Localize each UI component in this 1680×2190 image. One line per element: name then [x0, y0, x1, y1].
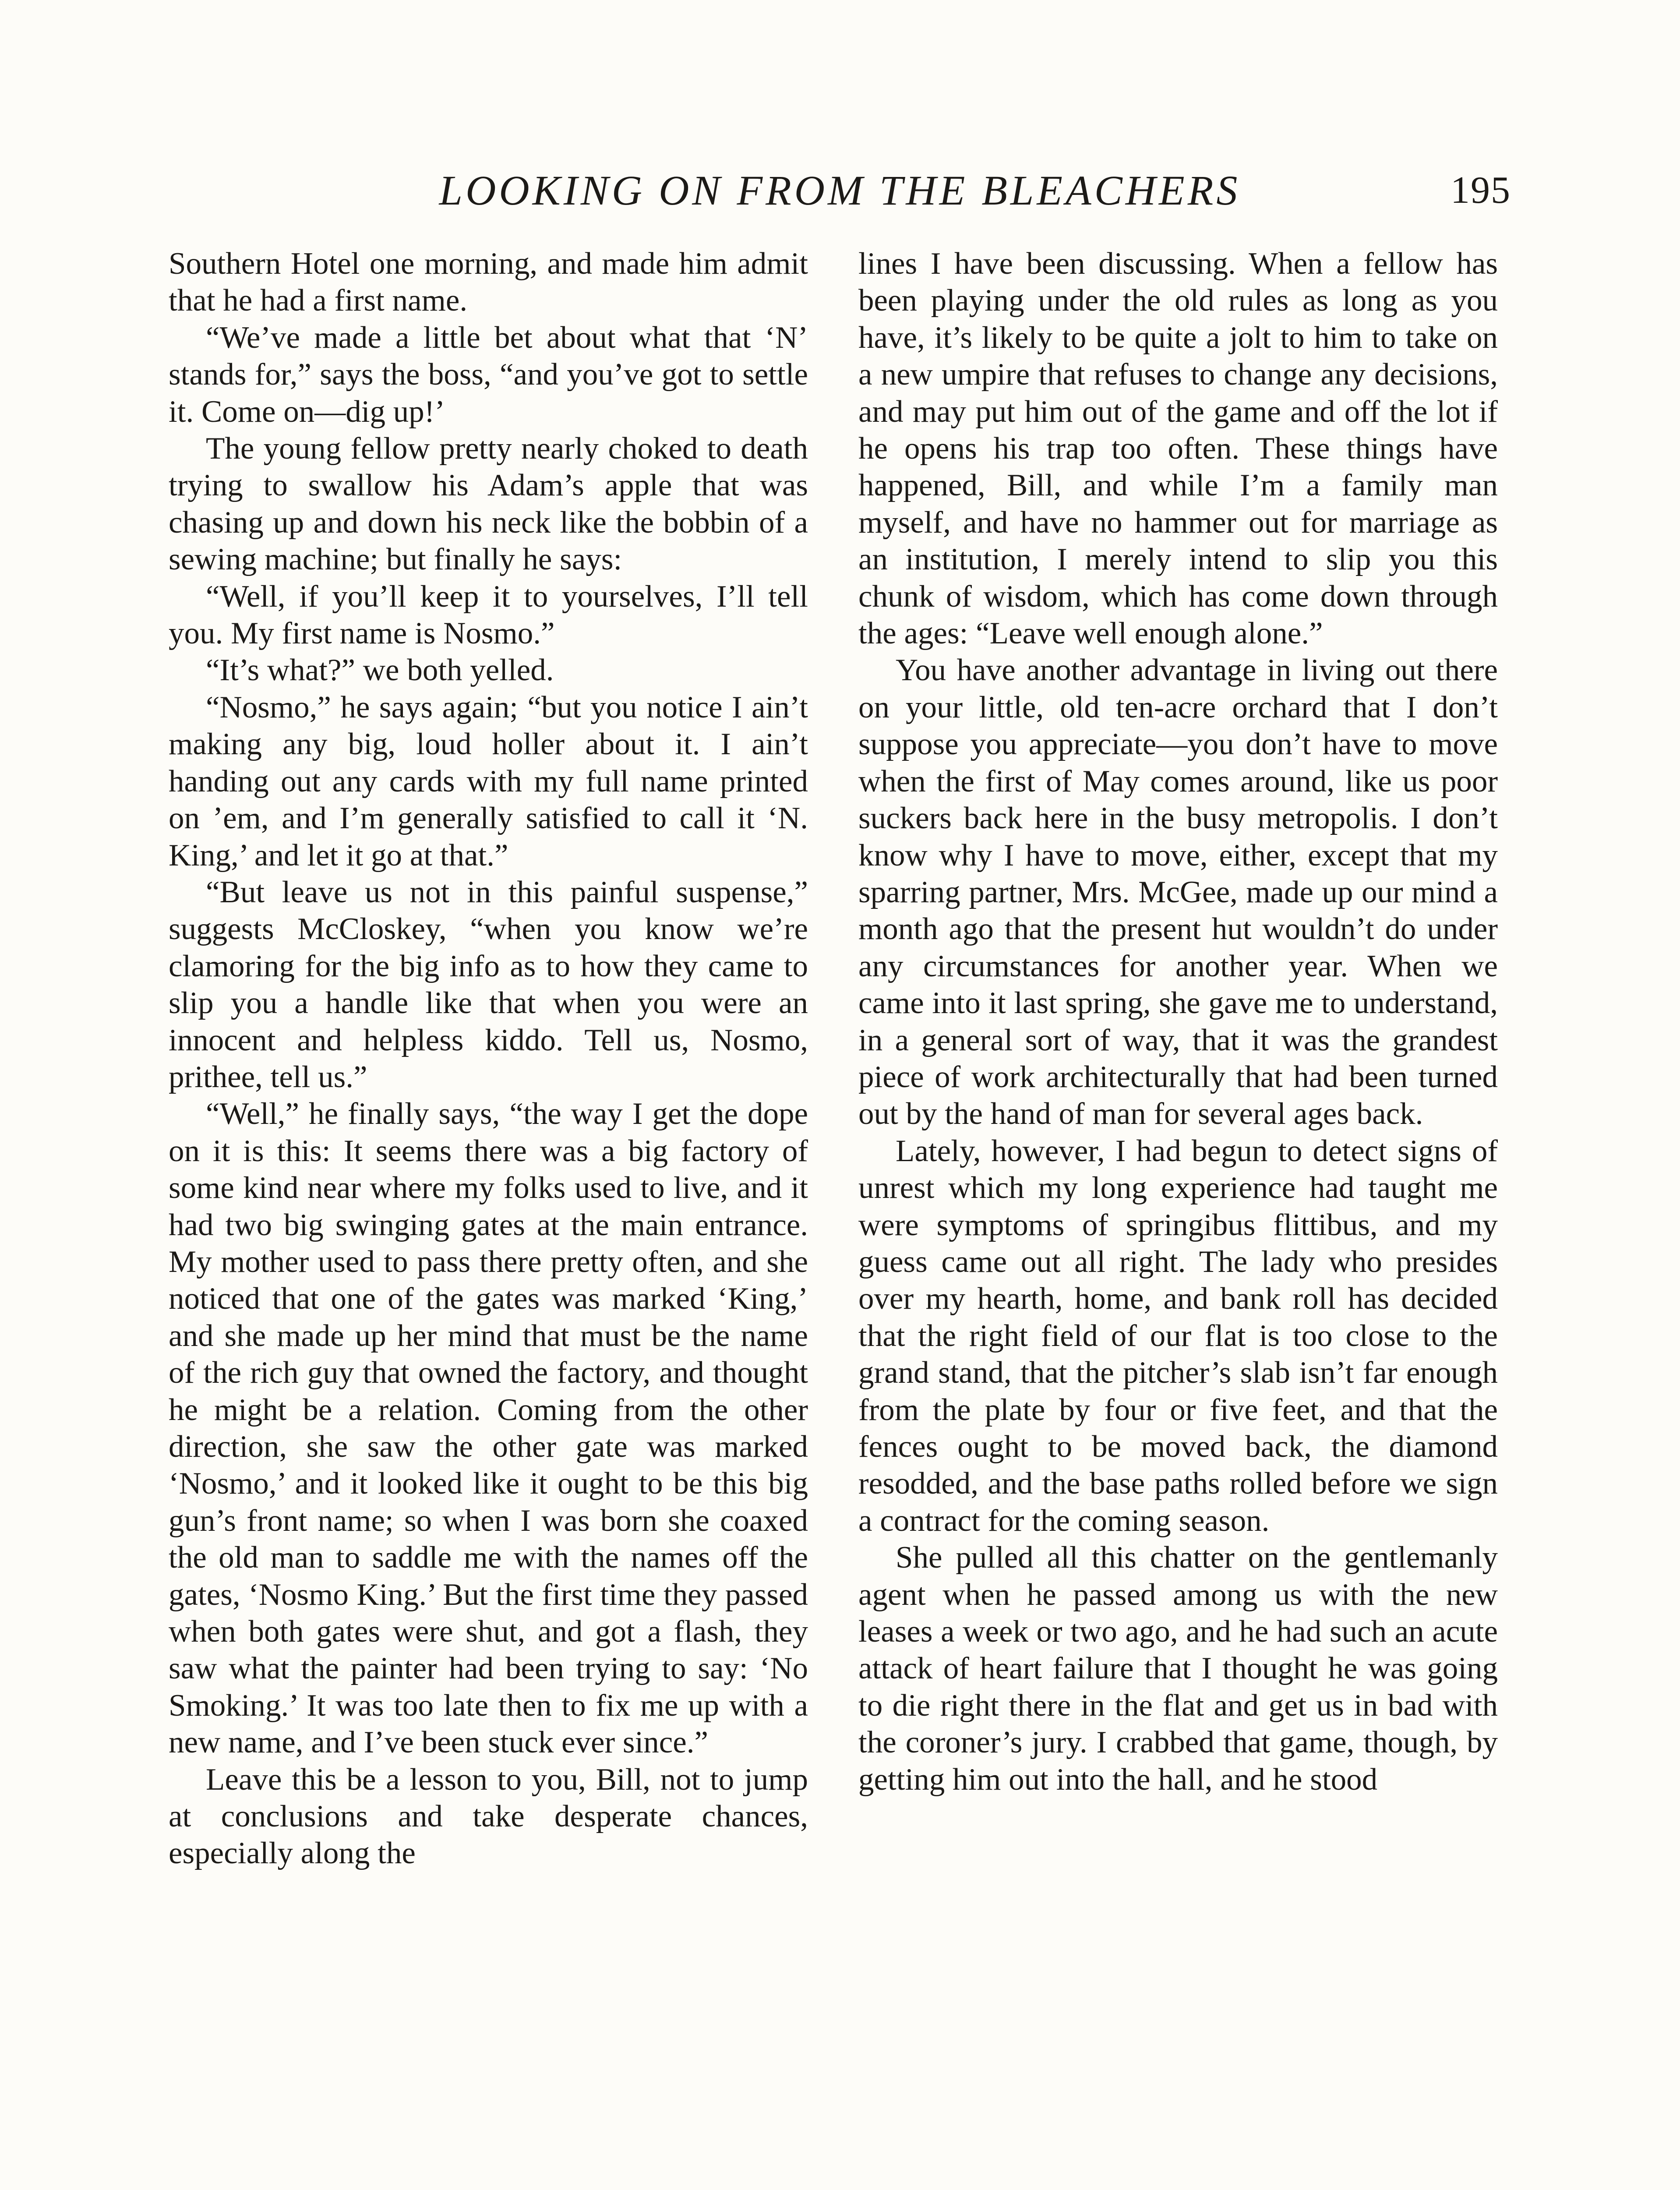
- paragraph: Southern Hotel one morning, and made him admit that he had a first name.: [169, 247, 808, 318]
- running-head: LOOKING ON FROM THE BLEACHERS: [439, 167, 1241, 214]
- paragraph: “Well,” he finally says, “the way I get the dope on it is this: It seems there was a big factory of some kind near where my folks used to live, and it had two big swinging gates at the main entrance. My mother used to pass there pretty often, and she noticed that one of the gates was marked ‘King,’ and she made up her mind that must be the name of the rich guy that owned the factory, and thought he might be a relation. Coming from the other direction, she saw the other gate was marked ‘Nosmo,’ and it looked like it ought to be this big gun’s front name; so when I was born she coaxed the old man to saddle me with the names off the gates, ‘Nosmo King.’ But the first time they passed when both gates were shut, and got a flash, they saw what the painter had been trying to say: ‘No Smoking.’ It was too late then to fix me up with a new name, and I’ve been stuck ever since.”: [169, 1097, 808, 1760]
- page-header: [169, 160, 1511, 221]
- page-number: 195: [1451, 169, 1511, 212]
- left-column: [169, 245, 808, 2190]
- paragraph: She pulled all this chatter on the gentlemanly agent when he passed among us with the new leases a week or two ago, and he had such an acute attack of heart failure that I thought he was going to die right there in the flat and get us in bad with the coroner’s jury. I crabbed that game, though, by getting him out into the hall, and he stood: [858, 1540, 1498, 1797]
- paragraph: “It’s what?” we both yelled.: [206, 653, 554, 688]
- paragraph: “Nosmo,” he says again; “but you notice I ain’t making any big, loud holler about it. I ain’t handing out any cards with my full name printed on ’em, and I’m generally satisfied to call it ‘N. King,’ and let it go at that.”: [169, 690, 808, 872]
- paragraph: Leave this be a lesson to you, Bill, not to jump at conclusions and take desperate chances, especially along the: [169, 1762, 808, 1871]
- paragraph: lines I have been discussing. When a fellow has been playing under the old rules as long as you have, it’s likely to be quite a jolt to him to take on a new umpire that refuses to change any decisions, and may put him out of the game and off the lot if he opens his trap too often. These things have happened, Bill, and while I’m a family man myself, and have no hammer out for marriage as an institution, I merely intend to slip you this chunk of wisdom, which has come down through the ages: “Leave well enough alone.”: [858, 247, 1498, 651]
- right-column: [858, 245, 1498, 2190]
- paragraph: Lately, however, I had begun to detect signs of unrest which my long experience had taught me were symptoms of springibus flittibus, and my guess came out all right. The lady who presides over my hearth, home, and bank roll has decided that the right field of our flat is too close to the grand stand, that the pitcher’s slab isn’t far enough from the plate by four or five feet, and that the fences ought to be moved back, the diamond resodded, and the base paths rolled before we sign a contract for the coming season.: [858, 1134, 1498, 1538]
- paragraph: The young fellow pretty nearly choked to death trying to swallow his Adam’s apple that was chasing up and down his neck like the bobbin of a sewing machine; but finally he says:: [169, 431, 808, 577]
- paragraph: “But leave us not in this painful suspense,” suggests McCloskey, “when you know we’re clamoring for the big info as to how they came to slip you a handle like that when you were an innocent and helpless kiddo. Tell us, Nosmo, prithee, tell us.”: [169, 875, 808, 1094]
- paragraph: “We’ve made a little bet about what that ‘N’ stands for,” says the boss, “and you’ve got to settle it. Come on—dig up!’: [169, 320, 808, 429]
- paragraph: You have another advantage in living out there on your little, old ten-acre orchard that I don’t suppose you appreciate—you don’t have to move when the first of May comes around, like us poor suckers back here in the busy metropolis. I don’t know why I have to move, either, except that my sparring partner, Mrs. McGee, made up our mind a month ago that the present hut wouldn’t do under any circumstances for another year. When we came into it last spring, she gave me to understand, in a general sort of way, that it was the grandest piece of work architecturally that had been turned out by the hand of man for several ages back.: [858, 653, 1498, 1131]
- paragraph: “Well, if you’ll keep it to yourselves, I’ll tell you. My first name is Nosmo.”: [169, 579, 808, 651]
